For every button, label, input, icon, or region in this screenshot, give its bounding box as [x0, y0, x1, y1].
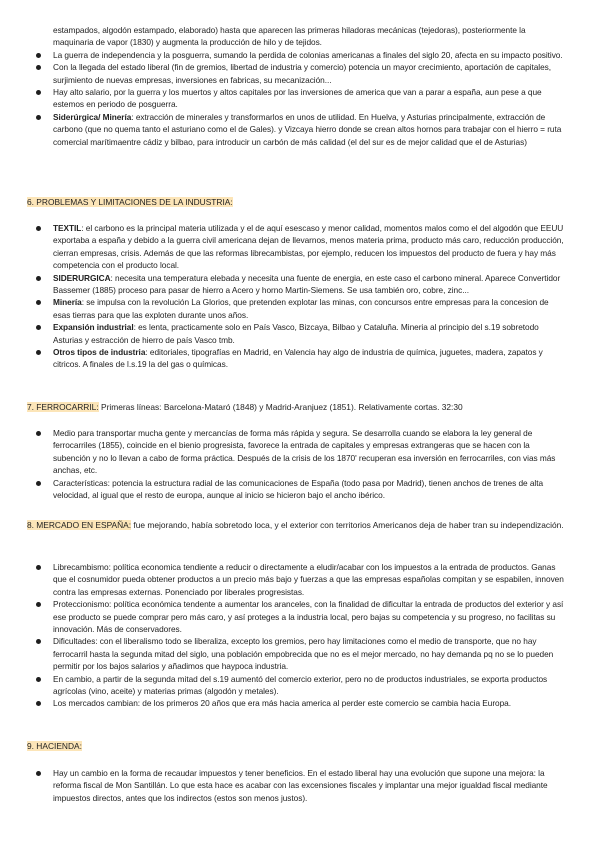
section-6-list [53, 222, 568, 371]
bullet-icon [36, 53, 41, 58]
bullet-icon [36, 481, 41, 486]
list-item: Dificultades: con el liberalismo todo se liberaliza, excepto los gremios, pero hay limitaciones como el medio de transporte, que no hay ferrocarril hasta la segunda mitad del siglo, una población empobrecida que no es el mejor mercado, no hay demanda pq no se lo pueden permitir por los bajos salarios y añadimos que haypoca industria. [53, 635, 568, 672]
section-heading [27, 740, 572, 752]
section-9-title: 9. HACIENDA: [27, 741, 82, 751]
bullet-icon [36, 325, 41, 330]
top-section [53, 24, 568, 148]
list-item: Con la llegada del estado liberal (fin de gremios, libertad de industria y comercio) potencia un mayor crecimiento, aportación de capitales, surjimiento de nuevas empresas, inversiones en fabricas, su mecanización... [53, 61, 568, 86]
bullet-icon [36, 90, 41, 95]
list-item: Hay alto salario, por la guerra y los muertos y altos capitales por las inversiones de america que van a parar a españa, aun pese a que estemos en periodo de posguerra. [53, 86, 568, 111]
section-8-subtitle: fue mejorando, había sobretodo loca, y el exterior con territorios Americanos deja de haber tran su independización. [131, 520, 564, 530]
bullet-icon [36, 300, 41, 305]
bullet-icon [36, 701, 41, 706]
bullet-icon [36, 350, 41, 355]
list-item: En cambio, a partir de la segunda mitad del s.19 aumentó del comercio exterior, pero no de productos industriales, se exporta productos agrícolas (vino, aceite) y materias primas (algodón y metales). [53, 673, 568, 698]
list-item: Características: potencia la estructura radial de las comunicaciones de España (todo pasa por Madrid), tienen anchos de trenes de alta velocidad, al igual que el resto de europa, aunque al inicio se hicieron bajo el ancho ibérico. [53, 477, 568, 502]
section-7-title: 7. FERROCARRIL: [27, 402, 99, 412]
list-item: Expansión industrial: es lenta, practicamente solo en País Vasco, Bizcaya, Bilbao y Cataluña. Mineria al principio del s.19 sobretodo Asturias y estracción de hierro de país Vasco tmb. [53, 321, 568, 346]
section-8-list [53, 561, 568, 710]
section-heading [27, 196, 572, 208]
bullet-icon [36, 677, 41, 682]
list-item: Los mercados cambian: de los primeros 20 años que era más hacia america al perder este comercio se cambia hacia Europa. [53, 697, 568, 709]
bullet-icon [36, 65, 41, 70]
bullet-icon [36, 431, 41, 436]
bullet-icon [36, 226, 41, 231]
bullet-icon [36, 602, 41, 607]
bullet-icon [36, 565, 41, 570]
section-heading [27, 517, 572, 534]
section-heading [27, 401, 572, 413]
list-item: Otros tipos de industria: editoriales, tipografías en Madrid, en Valencia hay algo de industria de química, juguetes, madera, zapatos y citricos. A finales de l.s.19 la del gas o químicas. [53, 346, 568, 371]
bullet-icon [36, 115, 41, 120]
list-item: Proteccionismo: política económica tendente a aumentar los aranceles, con la finalidad de dificultar la entrada de productos del exterior y así ese producto se puede comprar pero más caro, y así proteges a la industria local, pero bajas su competencia y su progreso, no facilitas su innovación. Más de conservadores. [53, 598, 568, 635]
section-6-title: 6. PROBLEMAS Y LIMITACIONES DE LA INDUSTRIA: [27, 197, 233, 207]
list-item: SIDERURGICA: necesita una temperatura elebada y necesita una fuente de energia, en este caso el carbono mineral. Aparece Convertidor Bassemer (1885) proceso para pasar de hierro a Acero y horno Martin-Siemens. Se usa también oro, cobre, zinc... [53, 272, 568, 297]
top-list [53, 49, 568, 148]
list-item: Siderúrgica/ Minería: extracción de minerales y transformarlos en unos de utilidad. En Huelva, y Asturias principalmente, extracción de carbono (que no quema tanto el asturiano como el de Gales). y Vizcaya hierro donde se crean altos hornos para trabajar con el hierro = ruta comercial marítimaentre cádiz y bilbao, para introducir un carbón de más calidad (el del sur es de mejor calidad que el de Asturias) [53, 111, 568, 148]
list-item: La guerra de independencia y la posguerra, sumando la perdida de colonias americanas a finales del siglo 20, afecta en su impacto positivo. [53, 49, 568, 61]
bullet-icon [36, 771, 41, 776]
list-item: Librecambismo: política economica tendiente a reducir o directamente a eludir/acabar con los impuestos a la entrada de productos. Ganas que el cosnumidor pueda obtener productos a un precio más bajo y fuerzas a que las empresas españolas compitan y se espabilen, innoven contra las empresas externas. Ponenciado por liberales progresistas. [53, 561, 568, 598]
section-7-subtitle: Primeras líneas: Barcelona-Mataró (1848) y Madrid-Aranjuez (1851). Relativamente cortas. 32:30 [98, 402, 463, 412]
list-item: Minería: se impulsa con la revolución La Glorios, que pretenden explotar las minas, con concursos entre empresas para la concesion de esas tierras para que las exploten durante unos años. [53, 296, 568, 321]
list-item: TEXTIL: el carbono es la principal materia utilizada y el de aquí esescaso y menor calidad, momentos malos como el del algodón que EEUU exportaba a españa y debido a la guerra civil americana dejan de llevarnos, menos materia prima, producto más caro, reducción producción, cierran empresas, crisis. Además de que las reformas librecambistas, por ejemplo, reducen los impuestos del producto de fuera y hay más competencia con el producto local. [53, 222, 568, 272]
list-item: Hay un cambio en la forma de recaudar impuestos y tener beneficios. En el estado liberal hay una evolución que supone una mejora: la reforma fiscal de Mon Santillán. Lo que esta hace es acabar con las excensiones fiscales y implantar una mejor igualdad fiscal mediante impuestos directos, antes que los indirectos (estos son menos justos). [53, 767, 568, 804]
section-9-list [53, 767, 568, 804]
section-7-list [53, 427, 568, 501]
bullet-icon [36, 639, 41, 644]
list-item: Medio para transportar mucha gente y mercancías de forma más rápida y segura. Se desarrolla cuando se elabora la ley general de ferrocarriles (1855), coincide en el bienio progresista, favorece la entrada de capitales y empresas extrangeras que se hacen con la subención y no lo llevan a cabo de forma práctica. Después de la crisis de los 1870' recuperan esa inversión en ferrocarriles, con vias más anchas, etc. [53, 427, 568, 477]
bullet-icon [36, 276, 41, 281]
continuation-text: estampados, algodón estampado, elaborado) hasta que aparecen las primeras hiladoras mecánicas (tejedoras), posteriormente la maquinaria de vapor (1830) y augmenta la producción de hilo y de tejidos. [53, 25, 526, 48]
section-8-title: 8. MERCADO EN ESPAÑA: [27, 520, 132, 530]
